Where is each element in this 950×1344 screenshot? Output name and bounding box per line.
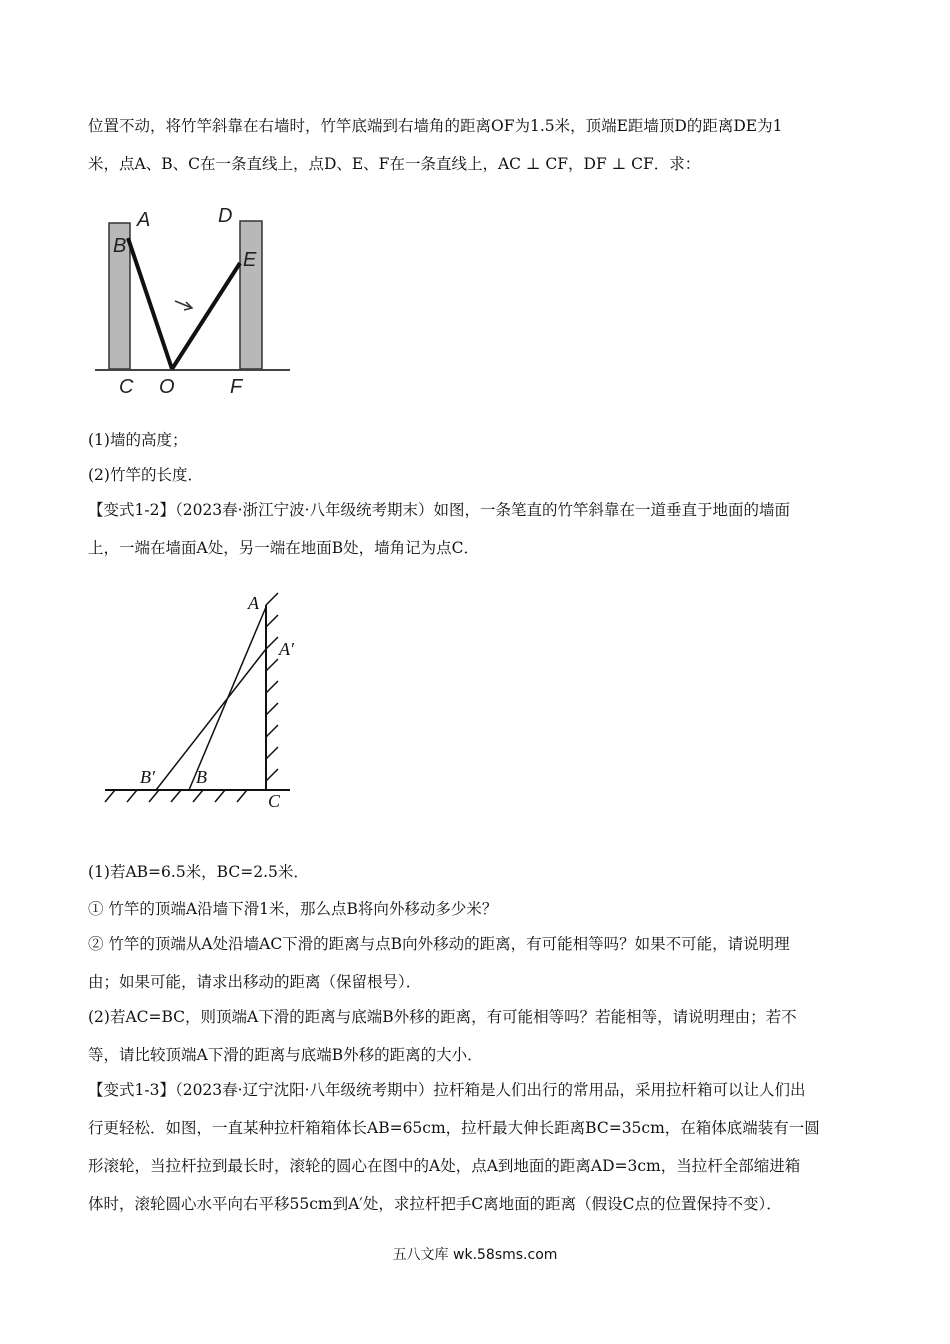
variant-1-2-line-1: 【变式1-2】（2023春·浙江宁波·八年级统考期末）如图，一条笔直的竹竿斜靠在一道垂直于地面的墙面 [88,501,791,519]
label-C: C [268,791,281,810]
label-A: A [137,209,151,231]
question-1: (1)墙的高度； [88,431,188,449]
wall-hatching [266,593,278,781]
label-F: F [230,376,243,398]
variant-1-2-line-2: 上，一端在墙面A处，另一端在地面B处，墙角记为点C． [88,539,479,557]
figure-ladder-slide [100,585,300,810]
question-2: (2)竹竿的长度． [88,466,203,484]
variant-1-3-line-4: 体时，滚轮圆心水平向右平移55cm到A′处，求拉杆把手C离地面的距离（假设C点的位置保持不变）． [88,1195,782,1213]
label-E: E [243,249,257,271]
label-B: B [113,235,127,257]
variant-1-2-question-1: (1)若AB=6.5米，BC=2.5米． [88,863,309,881]
label-B: B [196,767,207,787]
label-A: A [248,593,259,613]
label-B-prime: B′ [140,767,155,787]
right-wall [240,221,262,369]
variant-1-3-line-3: 形滚轮，当拉杆拉到最长时，滚轮的圆心在图中的A处，点A到地面的距离AD=3cm，当拉杆全部缩进箱 [88,1157,801,1175]
variant-1-3-line-1: 【变式1-3】（2023春·辽宁沈阳·八年级统考期中）拉杆箱是人们出行的常用品，采用拉杆箱可以让人们出 [88,1081,806,1099]
label-C: C [119,376,134,398]
figure-walls-bamboo [95,198,300,403]
floor-hatching [105,790,247,802]
variant-1-2-question-1b-line-1: ② 竹竿的顶端从A处沿墙AC下滑的距离与点B向外移动的距离，有可能相等吗？如果不可能，请说明理 [88,935,790,953]
variant-1-3-line-2: 行更轻松．如图，一直某种拉杆箱箱体长AB=65cm，拉杆最大伸长距离BC=35cm，在箱体底端装有一圆 [88,1119,820,1137]
paragraph-line-1: 位置不动，将竹竿斜靠在右墙时，竹竿底端到右墙角的距离OF为1.5米，顶端E距墙顶D的距离DE为1 [88,117,783,135]
bamboo-left [128,238,172,369]
variant-1-2-question-2-line-1: (2)若AC=BC，则顶端A下滑的距离与底端B外移的距离，有可能相等吗？若能相等，请说明理由；若不 [88,1008,797,1026]
label-O: O [159,376,175,398]
label-A-prime: A′ [279,639,294,659]
paragraph-line-2: 米，点A、B、C在一条直线上，点D、E、F在一条直线上，AC ⊥ CF，DF ⊥ CF．求： [88,155,701,173]
page-footer: 五八文库 wk.58sms.com [392,1247,558,1263]
bamboo-right [172,263,240,369]
variant-1-2-question-1b-line-2: 由；如果可能，请求出移动的距离（保留根号）． [88,973,422,991]
variant-1-2-question-1a: ① 竹竿的顶端A沿墙下滑1米，那么点B将向外移动多少米？ [88,900,498,918]
label-D: D [218,205,233,227]
variant-1-2-question-2-line-2: 等，请比较顶端A下滑的距离与底端B外移的距离的大小． [88,1046,483,1064]
ladder-A2B2 [156,649,266,790]
